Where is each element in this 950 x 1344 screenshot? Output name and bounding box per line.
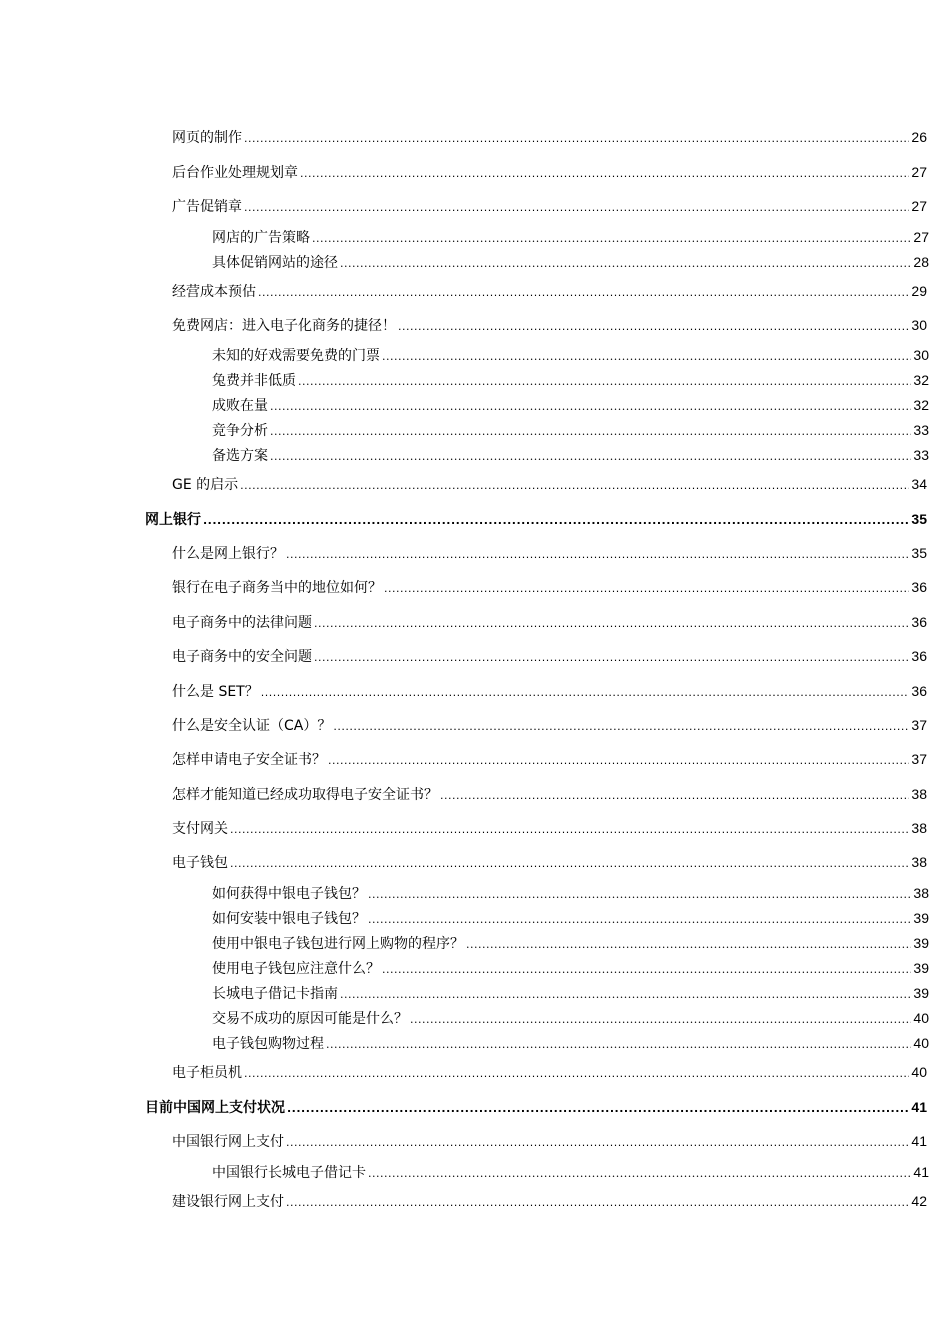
toc-dot-leader xyxy=(261,682,910,704)
toc-entry[interactable] xyxy=(212,982,929,1004)
toc-entry[interactable] xyxy=(172,851,927,873)
toc-entry[interactable] xyxy=(212,251,929,273)
toc-entry-page-number: 39 xyxy=(913,960,929,976)
toc-entry-title: 长城电子借记卡指南 xyxy=(212,986,338,1002)
toc-entry-page-number: 27 xyxy=(911,164,927,180)
toc-entry-title: 怎样申请电子安全证书？ xyxy=(172,752,326,768)
toc-dot-leader xyxy=(312,228,911,250)
toc-entry[interactable] xyxy=(145,1096,927,1118)
toc-dot-leader xyxy=(244,128,909,150)
toc-dot-leader xyxy=(298,371,911,393)
toc-entry-title: 未知的好戏需要免费的门票 xyxy=(212,348,380,364)
toc-entry[interactable] xyxy=(212,1032,929,1054)
toc-entry-page-number: 40 xyxy=(911,1064,927,1080)
toc-entry[interactable] xyxy=(172,714,927,736)
toc-entry-title: 怎样才能知道已经成功取得电子安全证书？ xyxy=(172,787,438,803)
toc-entry-page-number: 42 xyxy=(911,1193,927,1209)
toc-entry[interactable] xyxy=(172,126,927,148)
toc-entry[interactable] xyxy=(172,680,927,702)
toc-entry-title: 电子钱包购物过程 xyxy=(212,1036,324,1052)
toc-entry-page-number: 37 xyxy=(911,751,927,767)
toc-entry-page-number: 34 xyxy=(911,476,927,492)
toc-dot-leader xyxy=(286,544,909,566)
toc-entry[interactable] xyxy=(212,882,929,904)
toc-entry-page-number: 38 xyxy=(911,854,927,870)
toc-entry-title: 后台作业处理规划章 xyxy=(172,165,298,181)
toc-entry[interactable] xyxy=(172,783,927,805)
toc-dot-leader xyxy=(440,785,909,807)
toc-entry-title: 什么是 SET？ xyxy=(172,684,259,700)
toc-entry[interactable] xyxy=(212,369,929,391)
toc-dot-leader xyxy=(314,613,909,635)
toc-dot-leader xyxy=(326,1034,911,1056)
toc-dot-leader xyxy=(287,1098,909,1120)
toc-entry[interactable] xyxy=(172,542,927,564)
toc-entry-title: 交易不成功的原因可能是什么？ xyxy=(212,1011,408,1027)
toc-entry-title: 使用电子钱包应注意什么？ xyxy=(212,961,380,977)
toc-entry-page-number: 41 xyxy=(911,1133,927,1149)
toc-entry-title: 如何安装中银电子钱包？ xyxy=(212,911,366,927)
toc-dot-leader xyxy=(368,884,911,906)
toc-entry-page-number: 33 xyxy=(913,422,929,438)
toc-entry-page-number: 38 xyxy=(911,820,927,836)
toc-entry-title: 经营成本预估 xyxy=(172,284,256,300)
toc-entry-title: 备选方案 xyxy=(212,448,268,464)
toc-entry-page-number: 40 xyxy=(913,1035,929,1051)
toc-entry-title: 网页的制作 xyxy=(172,130,242,146)
toc-entry-page-number: 35 xyxy=(911,511,927,527)
toc-entry[interactable] xyxy=(212,344,929,366)
toc-dot-leader xyxy=(270,421,911,443)
toc-entry-page-number: 37 xyxy=(911,717,927,733)
toc-dot-leader xyxy=(384,578,909,600)
toc-dot-leader xyxy=(382,346,911,368)
toc-entry-title: 什么是网上银行？ xyxy=(172,546,284,562)
toc-entry-page-number: 27 xyxy=(913,229,929,245)
toc-entry[interactable] xyxy=(172,645,927,667)
toc-entry[interactable] xyxy=(172,748,927,770)
toc-dot-leader xyxy=(466,934,911,956)
toc-entry-title: 电子商务中的法律问题 xyxy=(172,615,312,631)
toc-dot-leader xyxy=(270,446,911,468)
toc-dot-leader xyxy=(286,1132,909,1154)
toc-dot-leader xyxy=(410,1009,911,1031)
toc-dot-leader xyxy=(314,647,909,669)
toc-entry[interactable] xyxy=(212,907,929,929)
toc-dot-leader xyxy=(328,750,909,772)
toc-dot-leader xyxy=(340,253,911,275)
toc-entry[interactable] xyxy=(212,394,929,416)
toc-entry-title: 电子柜员机 xyxy=(172,1065,242,1081)
toc-entry[interactable] xyxy=(212,226,929,248)
toc-entry-title: 电子商务中的安全问题 xyxy=(172,649,312,665)
toc-entry[interactable] xyxy=(212,1161,929,1183)
toc-entry-title: 支付网关 xyxy=(172,821,228,837)
toc-entry-page-number: 40 xyxy=(913,1010,929,1026)
toc-dot-leader xyxy=(333,716,909,738)
toc-entry-page-number: 30 xyxy=(913,347,929,363)
toc-entry-page-number: 39 xyxy=(913,910,929,926)
toc-entry-page-number: 26 xyxy=(911,129,927,145)
toc-dot-leader xyxy=(398,316,909,338)
toc-entry-page-number: 39 xyxy=(913,935,929,951)
toc-entry-title: 中国银行网上支付 xyxy=(172,1134,284,1150)
toc-entry-title: 目前中国网上支付状况 xyxy=(145,1100,285,1116)
toc-entry-title: 竞争分析 xyxy=(212,423,268,439)
toc-dot-leader xyxy=(382,959,911,981)
toc-entry[interactable] xyxy=(172,1061,927,1083)
toc-entry[interactable] xyxy=(172,1190,927,1212)
toc-dot-leader xyxy=(300,163,909,185)
toc-entry-page-number: 29 xyxy=(911,283,927,299)
toc-entry-title: 免费网店：进入电子化商务的捷径！ xyxy=(172,318,396,334)
toc-entry-title: GE 的启示 xyxy=(172,477,239,493)
toc-entry[interactable] xyxy=(212,957,929,979)
toc-dot-leader xyxy=(368,1163,911,1185)
toc-entry-page-number: 36 xyxy=(911,579,927,595)
toc-entry[interactable] xyxy=(172,195,927,217)
toc-entry[interactable] xyxy=(212,444,929,466)
toc-entry-title: 建设银行网上支付 xyxy=(172,1194,284,1210)
toc-entry[interactable] xyxy=(212,419,929,441)
toc-entry[interactable] xyxy=(172,314,927,336)
toc-entry-title: 网店的广告策略 xyxy=(212,230,310,246)
toc-entry-title: 兔费并非低质 xyxy=(212,373,296,389)
toc-entry-title: 银行在电子商务当中的地位如何？ xyxy=(172,580,382,596)
toc-dot-leader xyxy=(340,984,911,1006)
toc-entry-page-number: 41 xyxy=(911,1099,927,1115)
toc-entry-title: 网上银行 xyxy=(145,512,201,528)
toc-dot-leader xyxy=(244,1063,909,1085)
toc-entry-title: 电子钱包 xyxy=(172,855,228,871)
toc-entry[interactable] xyxy=(172,611,927,633)
toc-entry-page-number: 32 xyxy=(913,372,929,388)
toc-entry-page-number: 28 xyxy=(913,254,929,270)
toc-entry-page-number: 30 xyxy=(911,317,927,333)
toc-entry-page-number: 32 xyxy=(913,397,929,413)
toc-entry-page-number: 35 xyxy=(911,545,927,561)
toc-dot-leader xyxy=(240,475,909,497)
toc-entry-page-number: 36 xyxy=(911,614,927,630)
toc-entry-title: 使用中银电子钱包进行网上购物的程序？ xyxy=(212,936,464,952)
toc-entry-title: 具体促销网站的途径 xyxy=(212,255,338,271)
toc-entry[interactable] xyxy=(172,817,927,839)
toc-entry-page-number: 33 xyxy=(913,447,929,463)
toc-entry-page-number: 36 xyxy=(911,683,927,699)
toc-entry[interactable] xyxy=(172,473,927,495)
toc-entry-title: 如何获得中银电子钱包？ xyxy=(212,886,366,902)
toc-entry-title: 什么是安全认证（CA）？ xyxy=(172,718,332,734)
toc-dot-leader xyxy=(270,396,911,418)
toc-entry-page-number: 38 xyxy=(913,885,929,901)
toc-entry[interactable] xyxy=(145,508,927,530)
toc-entry-title: 广告促销章 xyxy=(172,199,242,215)
toc-entry-page-number: 41 xyxy=(913,1164,929,1180)
toc-entry-page-number: 36 xyxy=(911,648,927,664)
toc-entry-title: 成败在量 xyxy=(212,398,268,414)
toc-dot-leader xyxy=(230,819,909,841)
toc-entry[interactable] xyxy=(172,1130,927,1152)
toc-entry-page-number: 39 xyxy=(913,985,929,1001)
toc-dot-leader xyxy=(286,1192,909,1214)
toc-dot-leader xyxy=(258,282,909,304)
toc-entry-page-number: 38 xyxy=(911,786,927,802)
toc-dot-leader xyxy=(244,197,909,219)
toc-entry[interactable] xyxy=(172,161,927,183)
toc-entry[interactable] xyxy=(172,280,927,302)
toc-entry[interactable] xyxy=(212,1007,929,1029)
toc-dot-leader xyxy=(368,909,911,931)
toc-dot-leader xyxy=(230,853,909,875)
toc-entry-title: 中国银行长城电子借记卡 xyxy=(212,1165,366,1181)
toc-entry-page-number: 27 xyxy=(911,198,927,214)
toc-entry[interactable] xyxy=(172,576,927,598)
toc-dot-leader xyxy=(203,510,909,532)
toc-entry[interactable] xyxy=(212,932,929,954)
